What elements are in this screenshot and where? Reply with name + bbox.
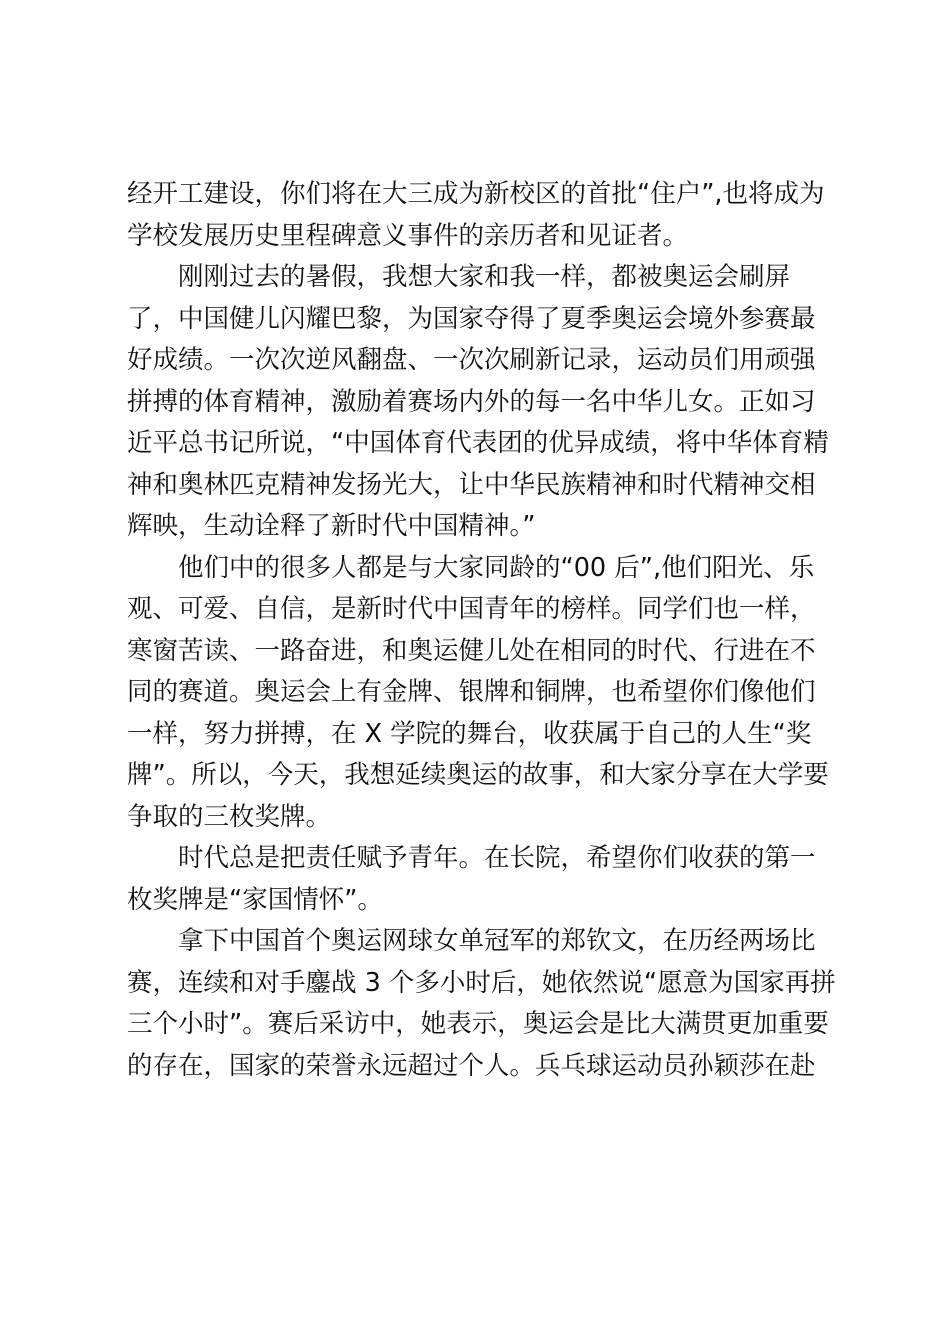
text-line: 枚奖牌是“家国情怀”。 (127, 884, 383, 915)
body-text (127, 174, 837, 1087)
text-line: 辉映，生动诠释了新时代中国精神。” (127, 511, 536, 541)
text-line: 赛，连续和对手鏖战 3 个多小时后，她依然说“愿意为国家再拼 (127, 967, 836, 998)
text-line: 寒窗苦读、一路奋进，和奥运健儿处在相同的时代、行进在不 (127, 635, 816, 666)
text-line: 学校发展历史里程碑意义事件的亲历者和见证者。 (127, 220, 689, 251)
text-line: 争取的三枚奖牌。 (127, 801, 332, 832)
text-line: 牌”。所以，今天，我想延续奥运的故事，和大家分享在大学要 (127, 760, 829, 790)
text-line: 近平总书记所说，“中国体育代表团的优异成绩，将中华体育精 (127, 428, 829, 458)
text-line: 神和奥林匹克精神发扬光大，让中华民族精神和时代精神交相 (127, 469, 816, 500)
text-line: 的存在，国家的荣誉永远超过个人。兵乓球运动员孙颖莎在赴 (127, 1050, 816, 1081)
text-line: 了，中国健儿闪耀巴黎，为国家夺得了夏季奥运会境外参赛最 (127, 303, 816, 334)
text-line: 经开工建设，你们将在大三成为新校区的首批“住户”,也将成为 (127, 179, 825, 209)
text-line: 同的赛道。奥运会上有金牌、银牌和铜牌，也希望你们像他们 (127, 677, 816, 707)
text-line: 一样，努力拼搏，在 X 学院的舞台，收获属于自己的人生“奖 (127, 718, 812, 749)
paragraph-first-line: 刚刚过去的暑假，我想大家和我一样，都被奥运会刷屏 (178, 262, 791, 292)
text-line: 拼搏的体育精神，激励着赛场内外的每一名中华儿女。正如习 (127, 386, 816, 417)
text-line: 三个小时”。赛后采访中，她表示，奥运会是比大满贯更加重要 (127, 1009, 829, 1039)
paragraph-first-line: 他们中的很多人都是与大家同龄的“00 后”,他们阳光、乐 (178, 552, 815, 583)
text-line: 观、可爱、自信，是新时代中国青年的榜样。同学们也一样， (127, 594, 816, 624)
text-line: 好成绩。一次次逆风翻盘、一次次刷新记录，运动员们用顽强 (127, 345, 816, 375)
paragraph-first-line: 时代总是把责任赋予青年。在长院，希望你们收获的第一 (178, 843, 816, 873)
paragraph-first-line: 拿下中国首个奥运网球女单冠军的郑钦文，在历经两场比 (178, 926, 816, 956)
